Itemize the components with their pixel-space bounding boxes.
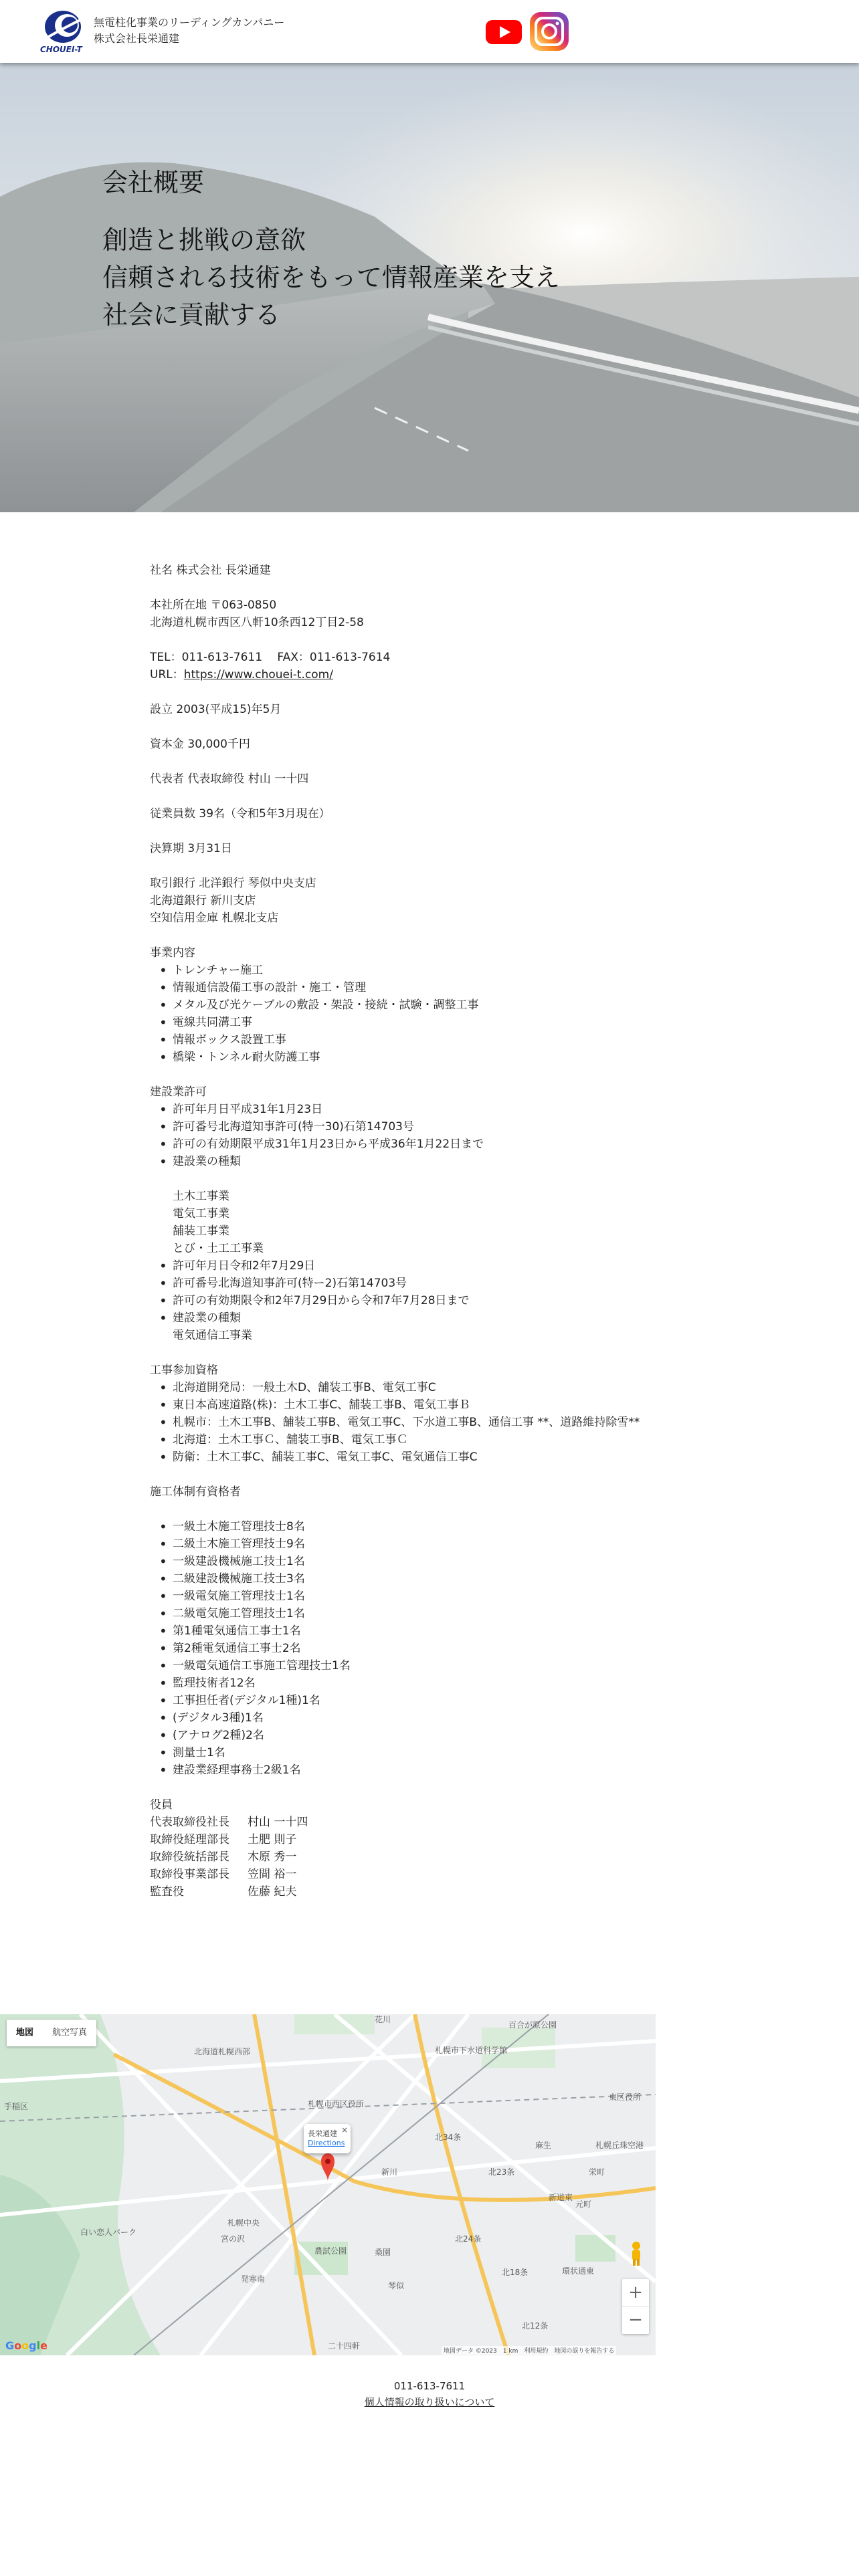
list-item: • 電線共同溝工事 [150, 1014, 725, 1031]
list-item: • 情報通信設備工事の設計・施工・管理 [150, 979, 725, 996]
officer-name: 笠間 裕一 [248, 1868, 297, 1881]
list-item: • 建設業の種類 [150, 1309, 725, 1327]
company-name-row: 社名 株式会社 長栄通建 [150, 564, 271, 577]
list-item: • 建設業の種類 [150, 1153, 725, 1170]
list-item: • (アナログ2種)2名 [150, 1727, 725, 1744]
address-label: 本社所在地 〒063-0850 [150, 599, 277, 612]
list-item: • 二級土木施工管理技士9名 [150, 1535, 725, 1553]
list-item: • 許可年月日令和2年7月29日 [150, 1257, 725, 1275]
list-item: • 二級建設機械施工技士3名 [150, 1570, 725, 1588]
capital: 資本金 30,000千円 [150, 738, 250, 751]
url-label: URL： [150, 668, 184, 681]
company-profile [150, 562, 725, 1901]
svg-text:花川: 花川 [375, 2015, 391, 2024]
map-type-toggle[interactable] [7, 2020, 96, 2046]
site-header [0, 0, 859, 63]
svg-text:桑園: 桑園 [375, 2248, 391, 2257]
svg-text:発寒南: 発寒南 [241, 2274, 266, 2284]
map-info-popup [304, 2124, 351, 2153]
list-item: • 一級土木施工管理技士8名 [150, 1518, 725, 1535]
website-link[interactable]: https://www.chouei-t.com/ [183, 668, 333, 681]
list-item: • 情報ボックス設置工事 [150, 1031, 725, 1049]
hero-line-3: 社会に貢献する [102, 300, 281, 330]
officer-row [150, 1814, 725, 1831]
footer-phone: 011-613-7611 [393, 2380, 466, 2392]
list-item: • 防衛：土木工事C、舗装工事C、電気工事C、電気通信工事C [150, 1448, 725, 1466]
url-row [150, 666, 725, 683]
qualification-heading: 工事参加資格 [150, 1364, 218, 1377]
bank-1: 取引銀行 北洋銀行 琴似中央支店 [150, 877, 316, 890]
tel-fax: TEL：011-613-7611 FAX：011-613-7614 [150, 651, 391, 664]
officer-name: 木原 秀一 [248, 1850, 297, 1864]
officer-role: 取締役統括部長 [150, 1850, 229, 1864]
officers-heading: 役員 [150, 1798, 173, 1812]
site-footer [0, 2378, 859, 2410]
svg-text:麻生: 麻生 [535, 2141, 552, 2150]
list-item: • トレンチャー施工 [150, 962, 725, 979]
list-item: • 一級電気施工管理技士1名 [150, 1588, 725, 1605]
svg-text:札幌市西区役所: 札幌市西区役所 [308, 2099, 365, 2109]
list-item: • 北海道：土木工事Ｃ、舗装工事B、電気工事Ｃ [150, 1431, 725, 1448]
list-item: • 許可の有効期限平成31年1月23日から平成36年1月22日まで [150, 1136, 725, 1153]
svg-text:新川: 新川 [381, 2167, 398, 2177]
established: 設立 2003(平成15)年5月 [150, 703, 282, 716]
representative: 代表者 代表取締役 村山 一十四 [150, 772, 309, 786]
list-item: • 札幌市：土木工事B、舗装工事B、電気工事C、下水道工事B、通信工事 **、道路維持除雪** [150, 1414, 725, 1431]
svg-text:北23条: 北23条 [488, 2167, 515, 2177]
hero-banner [0, 63, 859, 512]
map-attribution[interactable]: 地図データ ©2023 1 km 利用規約 地図の誤りを報告する [442, 2346, 616, 2355]
license-type: 電気通信工事業 [173, 1329, 252, 1342]
list-item: • 一級電気通信工事施工管理技士1名 [150, 1657, 725, 1675]
youtube-icon[interactable] [486, 19, 522, 45]
business-list [150, 962, 725, 1066]
license-heading: 建設業許可 [150, 1085, 207, 1099]
svg-text:白い恋人パーク: 白い恋人パーク [80, 2228, 137, 2237]
officer-role: 取締役経理部長 [150, 1833, 229, 1846]
svg-text:二十四軒: 二十四軒 [328, 2341, 361, 2351]
svg-text:札幌市下水道科学館: 札幌市下水道科学館 [435, 2046, 508, 2055]
google-map[interactable] [0, 2014, 656, 2355]
zoom-controls [622, 2279, 649, 2334]
company-logo[interactable] [37, 8, 90, 55]
popup-title: 長栄通建 [308, 2129, 337, 2138]
staff-heading: 施工体制有資格者 [150, 1485, 241, 1499]
svg-text:琴似: 琴似 [388, 2281, 405, 2290]
svg-text:環状通東: 環状通東 [562, 2266, 595, 2276]
list-item: • 許可番号北海道知事許可(特ー2)石第14703号 [150, 1275, 725, 1292]
privacy-policy-link[interactable]: 個人情報の取り扱いについて [364, 2396, 495, 2408]
svg-text:北12条: 北12条 [522, 2321, 549, 2331]
logo-text: CHOUEI-T [40, 45, 82, 54]
svg-text:元町: 元町 [575, 2199, 592, 2209]
list-item: • 測量士1名 [150, 1744, 725, 1761]
zoom-out-button[interactable]: − [628, 2310, 643, 2330]
employees: 従業員数 39名（令和5年3月現在） [150, 807, 330, 821]
officer-row [150, 1831, 725, 1848]
zoom-in-button[interactable]: + [622, 2279, 649, 2306]
list-item: • 第2種電気通信工事士2名 [150, 1640, 725, 1657]
license-type: 舗装工事業 [173, 1224, 229, 1238]
officer-name: 佐藤 紀夫 [248, 1885, 297, 1899]
list-item: • 許可番号北海道知事許可(特一30)石第14703号 [150, 1118, 725, 1136]
license-type: 電気工事業 [173, 1207, 229, 1220]
instagram-icon[interactable] [529, 11, 570, 52]
list-item: • 許可の有効期限令和2年7月29日から令和7年7月28日まで [150, 1292, 725, 1309]
license-type: 土木工事業 [173, 1190, 229, 1203]
map-canvas[interactable] [0, 2014, 656, 2355]
officer-row [150, 1883, 725, 1901]
google-logo[interactable]: Google [5, 2339, 47, 2352]
license-list [150, 1101, 725, 1344]
officer-row [150, 1866, 725, 1883]
close-icon[interactable]: × [341, 2125, 348, 2135]
list-item: • 監理技術者12名 [150, 1675, 725, 1692]
tagline: 無電柱化事業のリーディングカンパニー [94, 16, 285, 29]
officer-row [150, 1848, 725, 1866]
list-item: • 東日本高速道路(株)：土木工事C、舗装工事B、電気工事Ｂ [150, 1396, 725, 1414]
list-item: • 第1種電気通信工事士1名 [150, 1622, 725, 1640]
hero-line-1: 創造と挑戦の意欲 [102, 225, 306, 255]
list-item: • メタル及び光ケーブルの敷設・架設・接続・試験・調整工事 [150, 996, 725, 1014]
list-item: • 二級電気施工管理技士1名 [150, 1605, 725, 1622]
officer-name: 土肥 則子 [248, 1833, 297, 1846]
svg-text:百合が原公園: 百合が原公園 [508, 2020, 557, 2030]
street-view-pegman-icon[interactable] [626, 2240, 646, 2267]
map-type-map[interactable]: 地図 [16, 2028, 34, 2038]
svg-text:札幌丘珠空港: 札幌丘珠空港 [595, 2141, 644, 2150]
hero-line-2: 信頼される技術をもって情報産業を支え [102, 263, 561, 292]
bank-2: 北海道銀行 新川支店 [150, 894, 256, 907]
officer-role: 代表取締役社長 [150, 1816, 229, 1829]
svg-text:北18条: 北18条 [502, 2268, 529, 2277]
svg-text:栄町: 栄町 [589, 2167, 605, 2177]
bank-3: 空知信用金庫 札幌北支店 [150, 911, 279, 925]
list-item: • (デジタル3種)1名 [150, 1709, 725, 1727]
list-item: • 北海道開発局：一般土木D、舗装工事B、電気工事C [150, 1379, 725, 1396]
svg-text:札幌中央: 札幌中央 [227, 2218, 260, 2228]
list-item: • 橋梁・トンネル耐火防護工事 [150, 1049, 725, 1066]
list-item: • 建設業経理事務士2級1名 [150, 1761, 725, 1779]
staff-list [150, 1518, 725, 1779]
map-type-satellite[interactable]: 航空写真 [52, 2028, 88, 2038]
svg-text:東区役所: 東区役所 [609, 2092, 642, 2102]
officer-name: 村山 一十四 [248, 1816, 308, 1829]
svg-text:北海道札幌西部: 北海道札幌西部 [194, 2047, 251, 2056]
qualification-list [150, 1379, 725, 1466]
list-item: • 一級建設機械施工技士1名 [150, 1553, 725, 1570]
svg-text:農試公園: 農試公園 [314, 2246, 347, 2256]
page-title: 会社概要 [102, 168, 205, 197]
officer-role: 監査役 [150, 1885, 184, 1899]
list-item: • 工事担任者(デジタル1種)1名 [150, 1692, 725, 1709]
svg-text:北34条: 北34条 [435, 2133, 462, 2142]
svg-text:新道東: 新道東 [549, 2193, 573, 2202]
directions-link[interactable]: Directions [308, 2139, 345, 2147]
svg-text:北24条: 北24条 [455, 2234, 482, 2244]
fiscal-period: 決算期 3月31日 [150, 842, 232, 855]
svg-text:宮の沢: 宮の沢 [221, 2234, 246, 2244]
spacer [150, 1170, 725, 1188]
brand-text [94, 15, 284, 47]
company-name: 株式会社長栄通建 [94, 32, 180, 45]
license-type: とび・土工工事業 [173, 1242, 264, 1255]
business-heading: 事業内容 [150, 946, 195, 960]
address: 北海道札幌市西区八軒10条西12丁目2-58 [150, 616, 364, 629]
officer-role: 取締役事業部長 [150, 1868, 229, 1881]
svg-text:手稲区: 手稲区 [4, 2102, 29, 2111]
list-item: • 許可年月日平成31年1月23日 [150, 1101, 725, 1118]
